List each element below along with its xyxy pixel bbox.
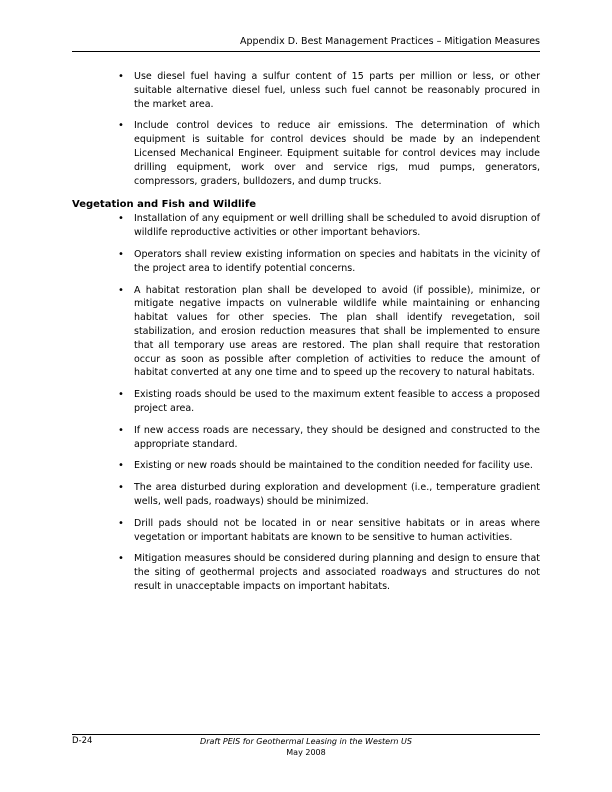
page-number: D-24 [72,736,93,746]
document-title: Draft PEIS for Geothermal Leasing in the Western US [200,737,412,746]
running-header: Appendix D. Best Management Practices – Mitigation Measures [239,36,540,47]
bullet-icon: • [118,482,124,494]
bullet-icon: • [118,389,124,401]
list-item: • A habitat restoration plan shall be developed to avoid (if possible), minimize, or mitigate negative impacts on vulnerable wildlife while maintaining or enhancing habitat values for other species. The plan shall identify revegetation, soil stabilization, and erosion reduction measures that shall be implemented to ensure that all temporary use areas are restored. The plan shall require that restoration occur as soon as possible after completion of activities to reduce the amount of habitat converted at any one time and to speed up the recovery to natural habitats. [118,284,540,379]
bullet-icon: • [118,424,124,436]
footer-divider [72,734,540,735]
list-item: • Drill pads should not be located in or near sensitive habitats or in areas where vegetation or important habitats are known to be sensitive to human activities. [118,517,540,543]
section-bullet-list [72,212,540,593]
list-item: • Operators shall review existing information on species and habitats in the vicinity of the project area to identify potential concerns. [118,248,540,274]
bullet-icon: • [118,213,124,225]
document-date: May 2008 [286,748,326,757]
page-body [72,70,540,602]
header-divider [72,51,540,52]
bullet-icon: • [118,248,124,260]
bullet-icon: • [118,284,124,296]
list-item: • Use diesel fuel having a sulfur content of 15 parts per million or less, or other suitable alternative diesel fuel, unless such fuel cannot be reasonably procured in the market area. [118,71,540,110]
list-item: • Installation of any equipment or well drilling shall be scheduled to avoid disruption of wildlife reproductive activities or other important behaviors. [118,213,541,239]
list-item: • If new access roads are necessary, they should be designed and constructed to the appropriate standard. [118,424,540,450]
section-heading: Vegetation and Fish and Wildlife [72,199,256,211]
list-item: • Existing or new roads should be maintained to the condition needed for facility use. [118,460,533,472]
list-item: • Existing roads should be used to the maximum extent feasible to access a proposed project area. [118,389,540,414]
top-bullet-list [72,70,540,188]
bullet-icon: • [118,120,124,132]
bullet-icon: • [118,460,124,472]
bullet-icon: • [118,517,124,529]
bullet-icon: • [118,553,124,565]
footer-citation [72,736,540,758]
bullet-icon: • [118,71,124,82]
list-item: • Mitigation measures should be considered during planning and design to ensure that the siting of geothermal projects and associated roadways and structures do not result in unacceptable impacts on important habitats. [118,553,540,592]
list-item: • The area disturbed during exploration and development (i.e., temperature gradient wells, well pads, roadways) should be minimized. [118,482,540,507]
list-item: • Include control devices to reduce air emissions. The determination of which equipment is suitable for control devices should be made by an independent Licensed Mechanical Engineer. Equipment suitable for control devices may include drilling equipment, work over and service rigs, mud pumps, generators, compressors, graders, bulldozers, and dump trucks. [118,120,540,187]
